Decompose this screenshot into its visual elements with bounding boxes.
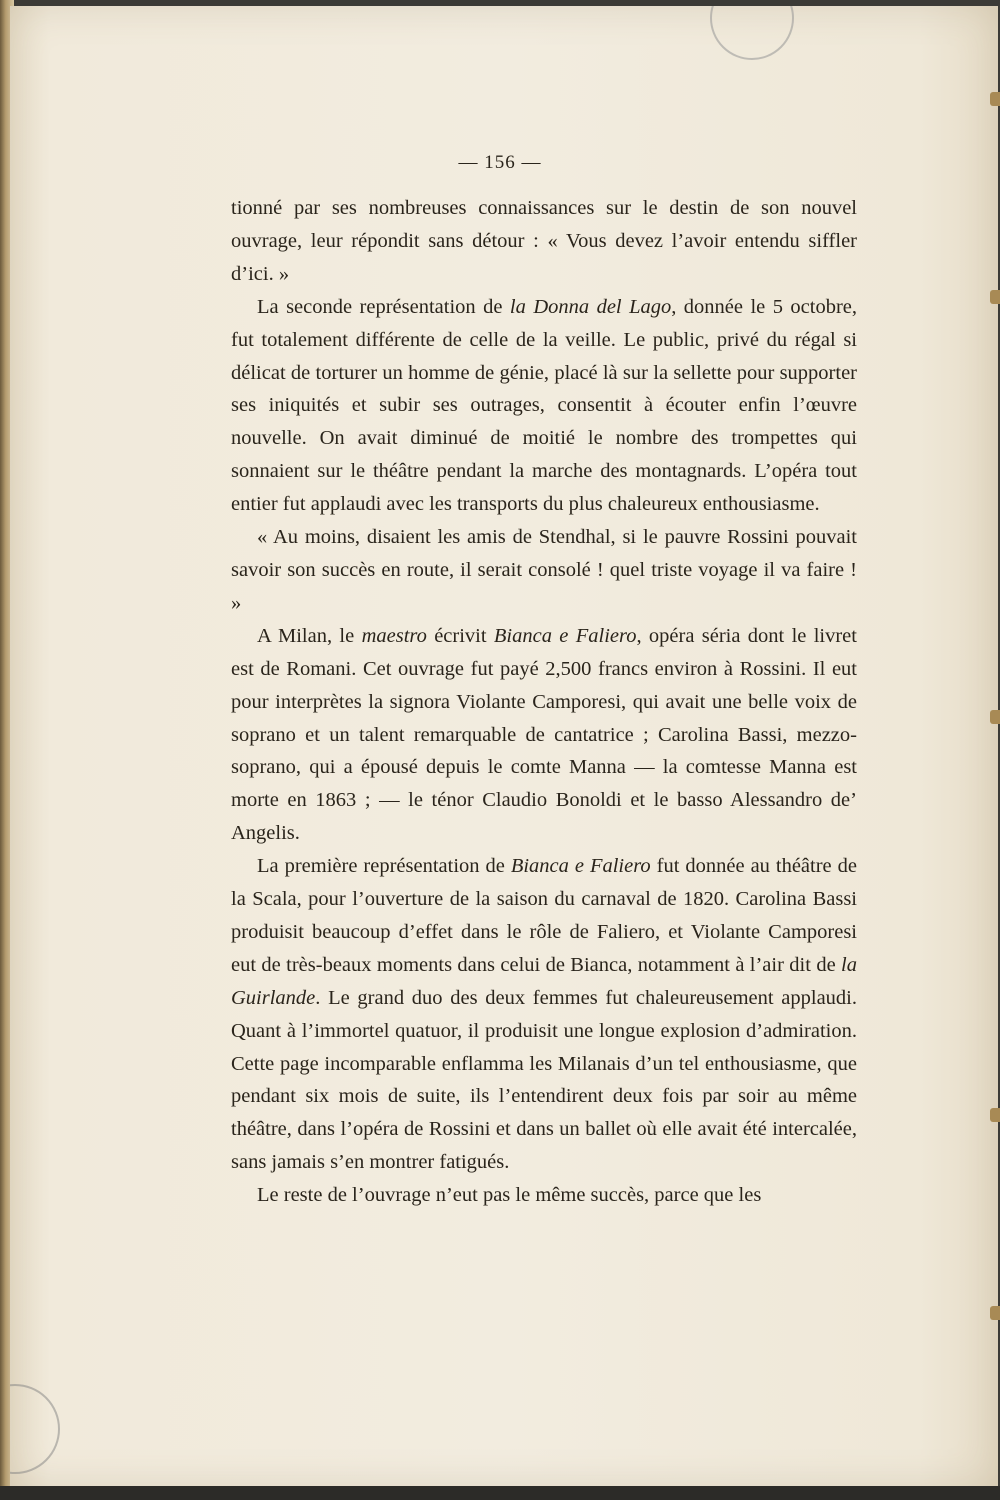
paragraph [231,620,857,850]
text-run: écrivit [426,624,494,647]
paragraph [231,521,857,620]
page-tab-marker [990,290,1000,304]
paragraph [231,192,857,291]
paper-clip-mark [710,6,794,60]
paragraph [231,850,857,1179]
paragraph [231,291,857,521]
page-number: — 156 — [458,152,542,173]
italic-text: Bianca e Faliero [510,855,651,878]
text-run: fut donnée au théâtre de la Scala, pour l’ouverture de la saison du carnaval de 1820. Carolina Bassi produisit beaucoup d’effet dans le rôle de Faliero, et Violante Camporesi eut de très-beaux moments dans celui de Bianca, notamment à l’air dit de [231,855,857,976]
text-run: La seconde représentation de [257,295,510,318]
page-tab-marker [990,1306,1000,1320]
text-run: tionné par ses nombreuses connaissances sur le destin de son nouvel ouvrage, leur répondit sans détour : « Vous devez l’avoir entendu siffler d’ici. » [231,197,857,285]
scan-bottom-edge [0,1486,1000,1500]
text-run: , donnée le 5 octobre, fut totalement différente de celle de la veille. Le public, privé du régal si délicat de torturer un homme de génie, placé là sur la sellette pour supporter ses iniquités et subir ses outrages, consentit à écouter enfin l’œuvre nouvelle. On avait diminué de moitié le nombre des trompettes qui sonnaient sur le théâtre pendant la marche des montagnards. L’opéra tout entier fut applaudi avec les transports du plus chaleureux enthousiasme. [231,295,858,516]
text-run: A Milan, le [257,624,362,647]
text-run: , opéra séria dont le livret est de Romani. Cet ouvrage fut payé 2,500 francs environ à Rossini. Il eut pour interprètes la signora Violante Camporesi, qui avait une belle voix de soprano et un talent remarquable de cantatrice ; Carolina Bassi, mezzo-soprano, qui a épousé depuis le comte Manna — la comtesse Manna est morte en 1863 ; — le ténor Claudio Bonoldi et le basso Alessandro de’ Angelis. [231,624,857,845]
page-tab-marker [990,710,1000,724]
text-run: La première représentation de [257,855,511,878]
paper-clip-mark-bottom [10,1384,60,1474]
page-tab-marker [990,92,1000,106]
text-run: « Au moins, disaient les amis de Stendhal, si le pauvre Rossini pouvait savoir son succès en route, il serait consolé ! quel triste voyage il va faire ! » [231,526,857,614]
body-text [231,192,857,1212]
italic-text: la Guirlande [231,953,857,1009]
italic-text: la Donna del Lago [509,295,672,318]
text-run: . Le grand duo des deux femmes fut chaleureusement applaudi. Quant à l’immortel quatuor, il produisit une longue explosion d’admiration. Cette page incomparable enflamma les Milanais d’un tel enthousiasme, que pendant six mois de suite, ils l’entendirent deux fois par soir au même théâtre, dans l’opéra de Rossini et dans un ballet où elle avait été intercalée, sans jamais s’en montrer fatigués. [231,986,857,1174]
page-tab-marker [990,1108,1000,1122]
paragraph [231,1179,857,1212]
text-run: Le reste de l’ouvrage n’eut pas le même succès, parce que les [257,1184,762,1207]
italic-text: Bianca e Faliero [493,624,637,647]
italic-text: maestro [361,624,427,647]
